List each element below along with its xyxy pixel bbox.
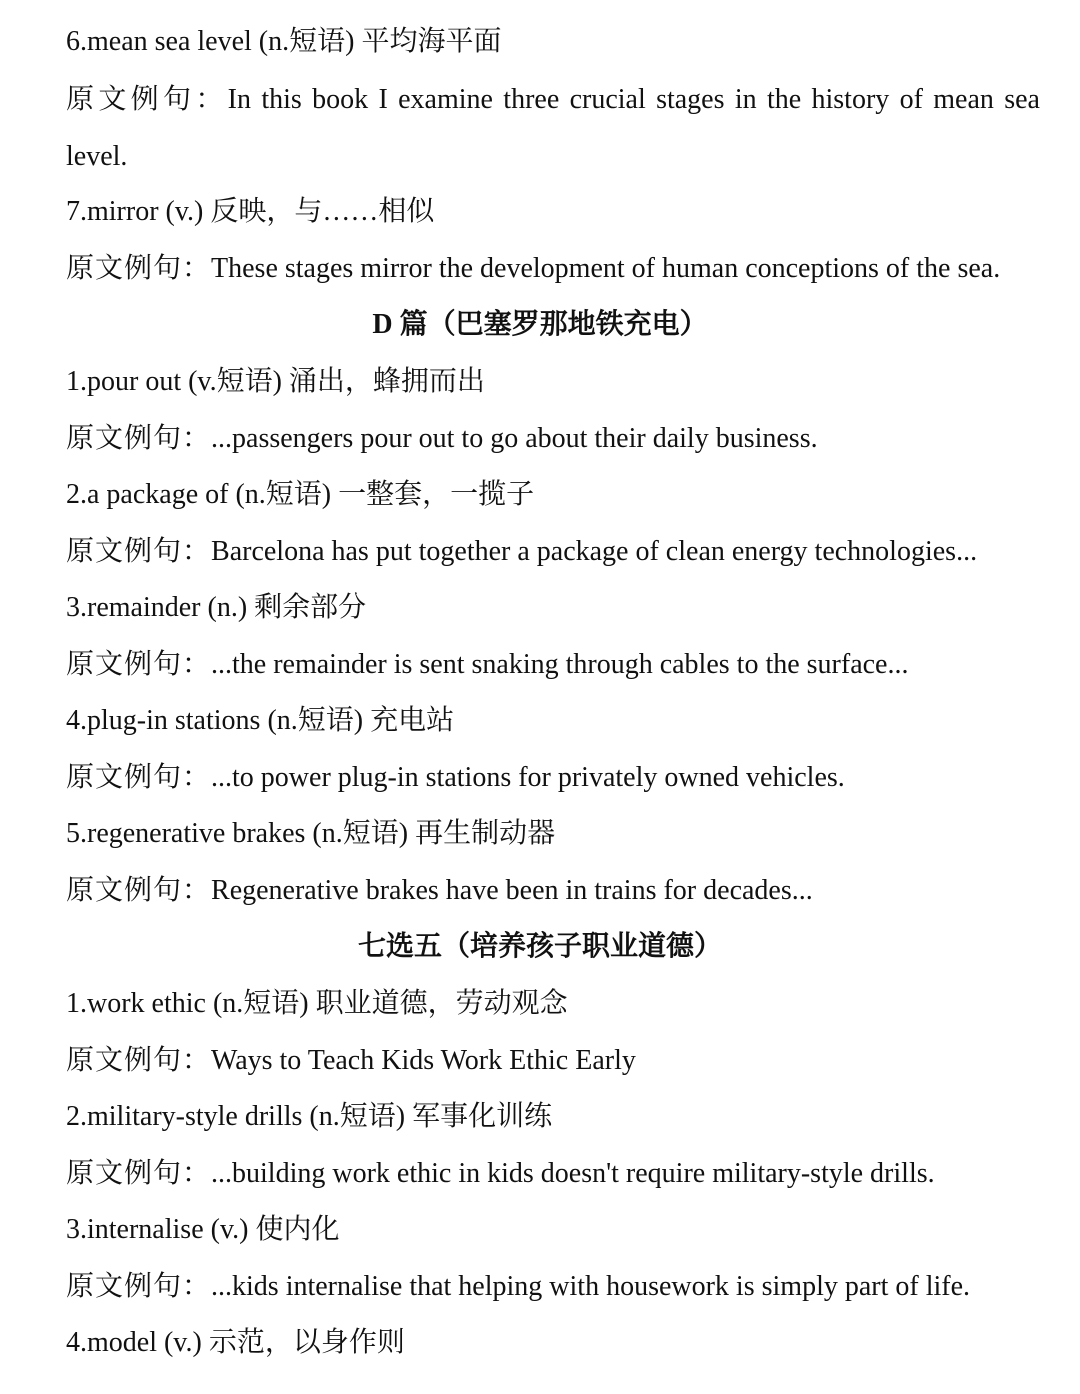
example-label: 原文例句： [66, 1158, 212, 1189]
example-sentence-plug-in-stations [66, 750, 1040, 806]
vocab-term-regenerative-brakes: 5.regenerative brakes (n.短语) 再生制动器 [66, 818, 556, 849]
example-text: Ways to Teach Kids Work Ethic Early [211, 1045, 636, 1076]
vocab-term-military-style-drills: 2.military-style drills (n.短语) 军事化训练 [66, 1101, 553, 1132]
section-heading-d: D 篇（巴塞罗那地铁充电） [372, 309, 708, 340]
vocab-term-a-package-of: 2.a package of (n.短语) 一整套，一揽子 [66, 479, 535, 510]
example-text: These stages mirror the development of human conceptions of the sea. [211, 253, 1001, 284]
example-label: 原文例句： [66, 762, 212, 793]
example-sentence-regenerative-brakes [66, 863, 1040, 919]
example-sentence-pour-out [66, 411, 1040, 467]
vocab-term-internalise: 3.internalise (v.) 使内化 [66, 1214, 340, 1245]
example-text: ...passengers pour out to go about their daily business. [211, 423, 818, 454]
example-text: ...building work ethic in kids doesn't require military-style drills. [211, 1158, 935, 1189]
vocab-term-work-ethic: 1.work ethic (n.短语) 职业道德，劳动观念 [66, 988, 568, 1019]
section-heading-seven-choose-five: 七选五（培养孩子职业道德） [357, 931, 722, 962]
example-sentence-internalise [66, 1259, 1040, 1315]
vocab-term-plug-in-stations: 4.plug-in stations (n.短语) 充电站 [66, 705, 455, 736]
example-text: Barcelona has put together a package of clean energy technologies... [211, 536, 978, 567]
example-text: Regenerative brakes have been in trains for decades... [211, 875, 813, 906]
example-sentence-military-style-drills [66, 1146, 1040, 1202]
example-text: ...to power plug-in stations for privately owned vehicles. [211, 762, 845, 793]
example-label: 原文例句： [66, 253, 212, 284]
example-sentence-mean-sea-level [66, 71, 1040, 185]
example-text: ...the remainder is sent snaking through cables to the surface... [211, 649, 909, 680]
example-text: ...kids internalise that helping with housework is simply part of life. [211, 1271, 971, 1302]
vocab-term-mirror: 7.mirror (v.) 反映，与……相似 [66, 196, 435, 227]
vocab-term-model: 4.model (v.) 示范，以身作则 [66, 1327, 405, 1358]
example-label: 原文例句： [66, 875, 212, 906]
example-sentence-a-package-of [66, 524, 1040, 580]
example-label: 原文例句： [66, 649, 212, 680]
example-sentence-work-ethic [66, 1033, 1040, 1089]
example-label: 原文例句： [66, 536, 212, 567]
example-label: 原文例句： [66, 1045, 212, 1076]
example-text: In this book I examine three crucial stages in the history of mean sea level. [66, 84, 1040, 172]
example-label: 原文例句： [66, 84, 228, 115]
example-label: 原文例句： [66, 1271, 212, 1302]
vocab-term-mean-sea-level: 6.mean sea level (n.短语) 平均海平面 [66, 26, 502, 57]
example-sentence-remainder [66, 637, 1040, 693]
example-label: 原文例句： [66, 423, 212, 454]
vocab-term-remainder: 3.remainder (n.) 剩余部分 [66, 592, 367, 623]
vocab-term-pour-out: 1.pour out (v.短语) 涌出，蜂拥而出 [66, 366, 485, 397]
example-sentence-mirror [66, 241, 1040, 297]
